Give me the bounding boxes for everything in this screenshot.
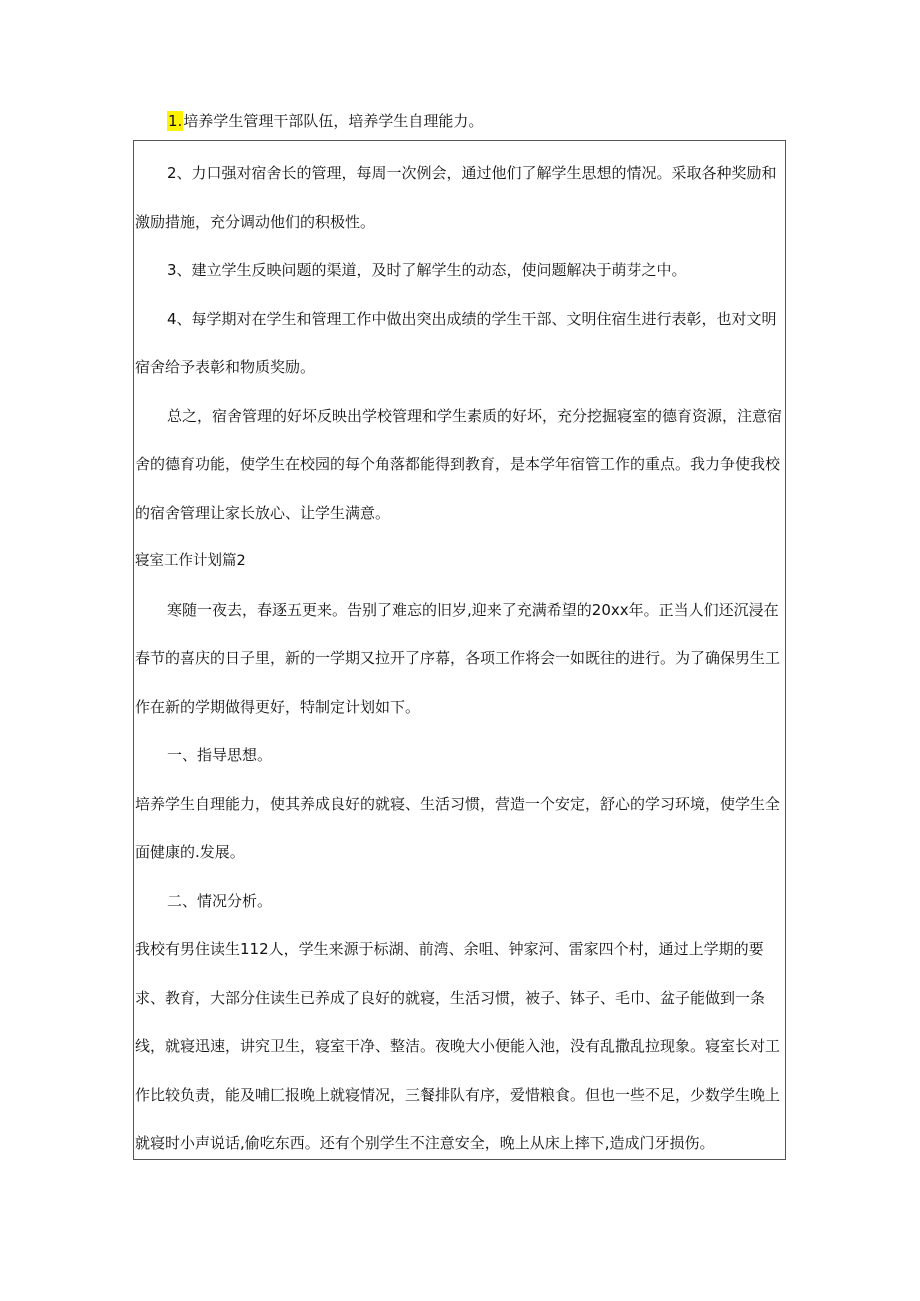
paragraph-guiding-thought: 培养学生自理能力，使其养成良好的就寝、生活习惯，营造一个安定，舒心的学习环境，使学生全面健康的.发展。: [135, 794, 781, 861]
paragraph-item-4: 4、每学期对在学生和管理工作中做出突出成绩的学生干部、文明住宿生进行表彰，也对文明宿舍给予表彰和物质奖励。: [135, 309, 777, 376]
section-title: 寝室工作计划篇2: [135, 553, 246, 569]
paragraph-intro: 寒随一夜去，春逐五更来。告别了难忘的旧岁,迎来了充满希望的20xx年。正当人们还沉浸在春节的喜庆的日子里，新的一学期又拉开了序幕，各项工作将会一如既往的进行。为了确保男生工作在新的学期做得更好，特制定计划如下。: [135, 600, 781, 716]
list-item-1: [167, 109, 483, 133]
heading-situation-analysis: 二、情况分析。: [167, 891, 273, 910]
paragraph-situation-analysis: 我校有男住读生112人，学生来源于标湖、前湾、余咀、钟家河、雷家四个村，通过上学期的要求、教育，大部分住读生已养成了良好的就寝，生活习惯，被子、钵子、毛巾、盆子能做到一条线，就寝迅速，讲究卫生，寝室干净、整洁。夜晚大小便能入池，没有乱撒乱拉现象。寝室长对工作比较负责，能及哺匚报晚上就寝情况，三餐排队有序，爱惜粮食。但也一些不足，少数学生晚上就寝时小声说话,偷吃东西。还有个别学生不注意安全，晚上从床上摔下,造成门牙损伤。: [135, 940, 781, 1152]
document-body: [135, 149, 785, 1168]
list-item-text: 培养学生管理干部队伍，培养学生自理能力。: [183, 112, 484, 130]
highlighted-number: 1.: [168, 112, 183, 130]
paragraph-item-2: 2、力口强对宿舍长的管理，每周一次例会，通过他们了解学生思想的情况。采取各种奖励和激励措施，充分调动他们的积极性。: [135, 164, 777, 231]
paragraph-item-3: 3、建立学生反映问题的渠道，及时了解学生的动态，使问题解决于萌芽之中。: [167, 261, 687, 279]
heading-guiding-thought: 一、指导思想。: [167, 746, 273, 764]
paragraph-summary: 总之，宿舍管理的好坏反映出学校管理和学生素质的好坏，充分挖掘寝室的德育资源，注意宿舍的德育功能，使学生在校园的每个角落都能得到教育，是本学年宿管工作的重点。我力争使我校的宿舍管理让家长放心、让学生满意。: [135, 406, 783, 522]
